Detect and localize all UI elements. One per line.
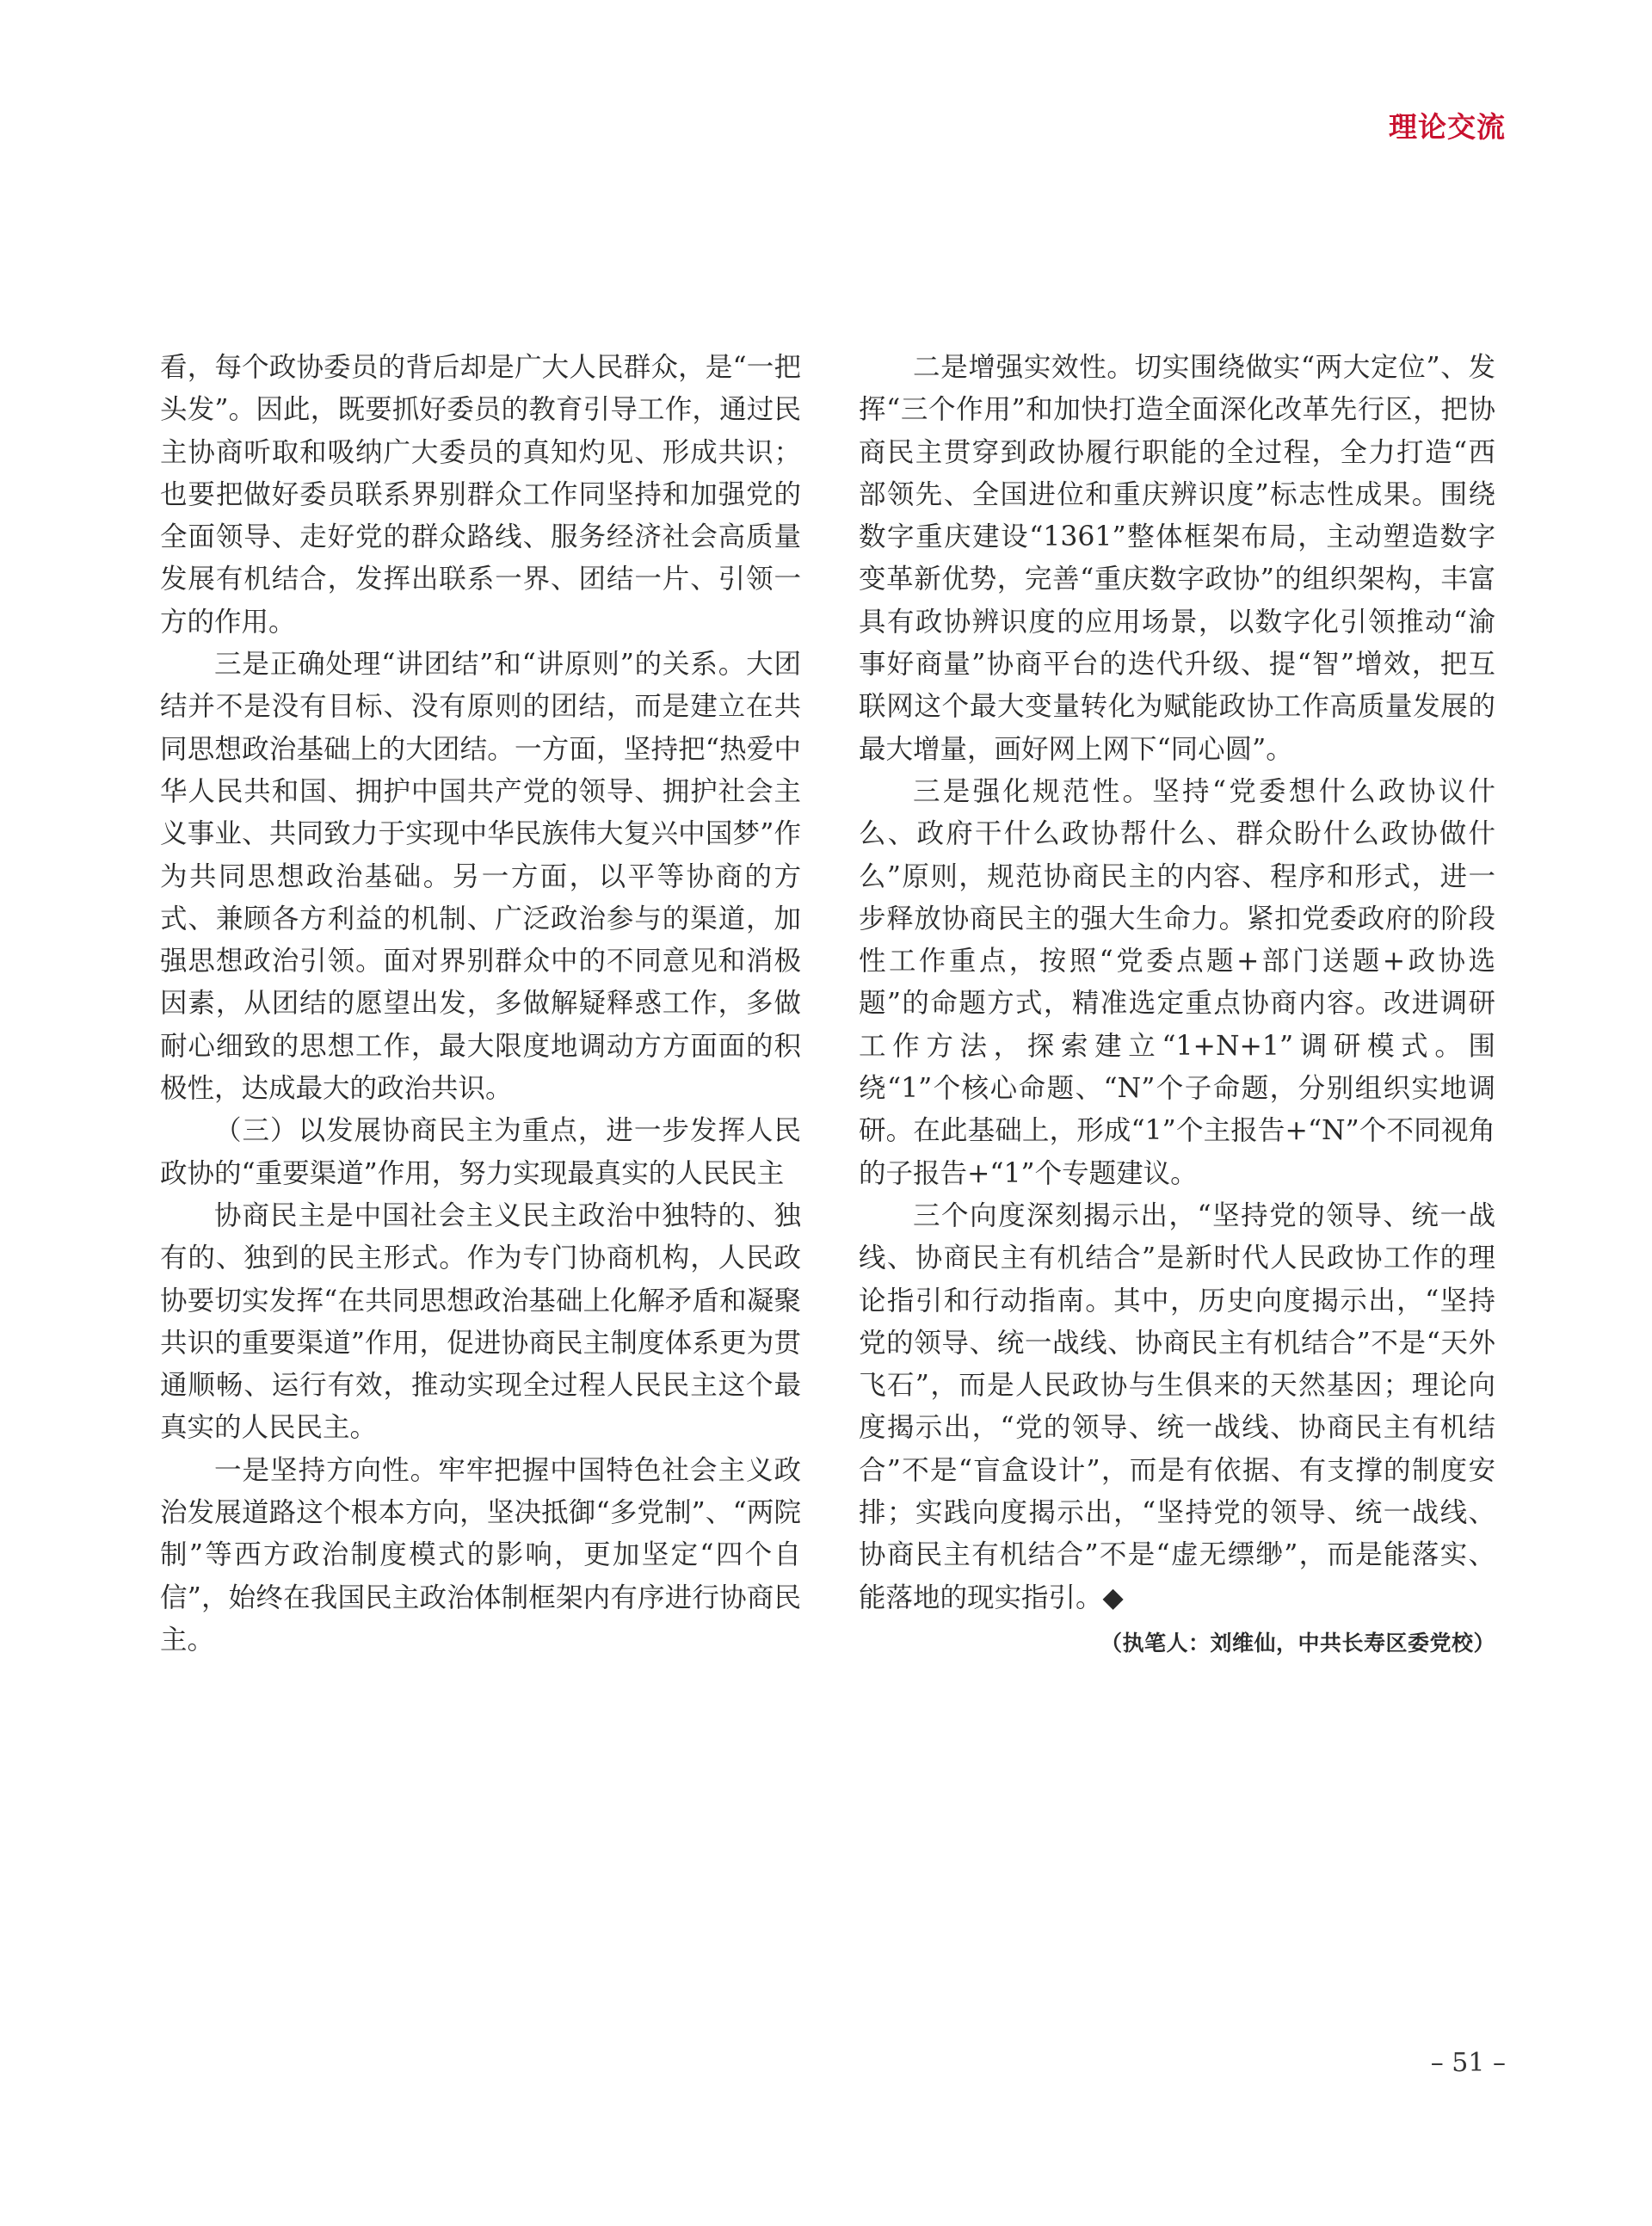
section-subheading: （三）以发展协商民主为重点，进一步发挥人民政协的“重要渠道”作用，努力实现最真实的人民民主 (160, 1115, 801, 1189)
right-column (859, 347, 1495, 1657)
paragraph: 三是强化规范性。坚持“党委想什么政协议什么、政府干什么政协帮什么、群众盼什么政协做什么”原则，规范协商民主的内容、程序和形式，进一步释放协商民主的强大生命力。紧扣党委政府的阶段性工作重点，按照“党委点题+部门送题+政协选题”的命题方式，精准选定重点协商内容。改进调研工作方法，探索建立“1+N+1”调研模式。围绕“1”个核心命题、“N”个子命题，分别组织实地调研。在此基础上，形成“1”个主报告+“N”个不同视角的子报告+“1”个专题建议。 (859, 775, 1495, 1189)
section-title: 理论交流 (1389, 110, 1506, 144)
paragraph: 一是坚持方向性。牢牢把握中国特色社会主义政治发展道路这个根本方向，坚决抵御“多党制”、“两院制”等西方政治制度模式的影响，更加坚定“四个自信”，始终在我国民主政治体制框架内有序进行协商民主。 (160, 1454, 801, 1656)
author-byline: （执笔人：刘维仙，中共长寿区委党校） (1100, 1630, 1495, 1656)
page-number: – 51 – (1430, 2048, 1506, 2078)
paragraph: 二是增强实效性。切实围绕做实“两大定位”、发挥“三个作用”和加快打造全面深化改革先行区，把协商民主贯穿到政协履行职能的全过程，全力打造“西部领先、全国进位和重庆辨识度”标志性成果。围绕数字重庆建设“1361”整体框架布局，主动塑造数字变革新优势，完善“重庆数字政协”的组织架构，丰富具有政协辨识度的应用场景，以数字化引领推动“渝事好商量”协商平台的迭代升级、提“智”增效，把互联网这个最大变量转化为赋能政协工作高质量发展的最大增量，画好网上网下“同心圆”。 (859, 352, 1495, 765)
paragraph: 三个向度深刻揭示出，“坚持党的领导、统一战线、协商民主有机结合”是新时代人民政协工作的理论指引和行动指南。其中，历史向度揭示出，“坚持党的领导、统一战线、协商民主有机结合”不是“天外飞石”，而是人民政协与生俱来的天然基因；理论向度揭示出，“党的领导、统一战线、协商民主有机结合”不是“盲盒设计”，而是有依据、有支撑的制度安排；实践向度揭示出，“坚持党的领导、统一战线、协商民主有机结合”不是“虚无缥缈”，而是能落实、能落地的现实指引。◆ (859, 1199, 1495, 1613)
paragraph: 看，每个政协委员的背后却是广大人民群众，是“一把头发”。因此，既要抓好委员的教育引导工作，通过民主协商听取和吸纳广大委员的真知灼见、形成共识；也要把做好委员联系界别群众工作同坚持和加强党的全面领导、走好党的群众路线、服务经济社会高质量发展有机结合，发挥出联系一界、团结一片、引领一方的作用。 (160, 352, 801, 638)
paragraph: 协商民主是中国社会主义民主政治中独特的、独有的、独到的民主形式。作为专门协商机构，人民政协要切实发挥“在共同思想政治基础上化解矛盾和凝聚共识的重要渠道”作用，促进协商民主制度体系更为贯通顺畅、运行有效，推动实现全过程人民民主这个最真实的人民民主。 (160, 1199, 801, 1444)
left-column (160, 347, 801, 1662)
paragraph: 三是正确处理“讲团结”和“讲原则”的关系。大团结并不是没有目标、没有原则的团结，而是建立在共同思想政治基础上的大团结。一方面，坚持把“热爱中华人民共和国、拥护中国共产党的领导、拥护社会主义事业、共同致力于实现中华民族伟大复兴中国梦”作为共同思想政治基础。另一方面，以平等协商的方式、兼顾各方利益的机制、广泛政治参与的渠道，加强思想政治引领。面对界别群众中的不同意见和消极因素，从团结的愿望出发，多做解疑释惑工作，多做耐心细致的思想工作，最大限度地调动方方面面的积极性，达成最大的政治共识。 (160, 649, 801, 1105)
